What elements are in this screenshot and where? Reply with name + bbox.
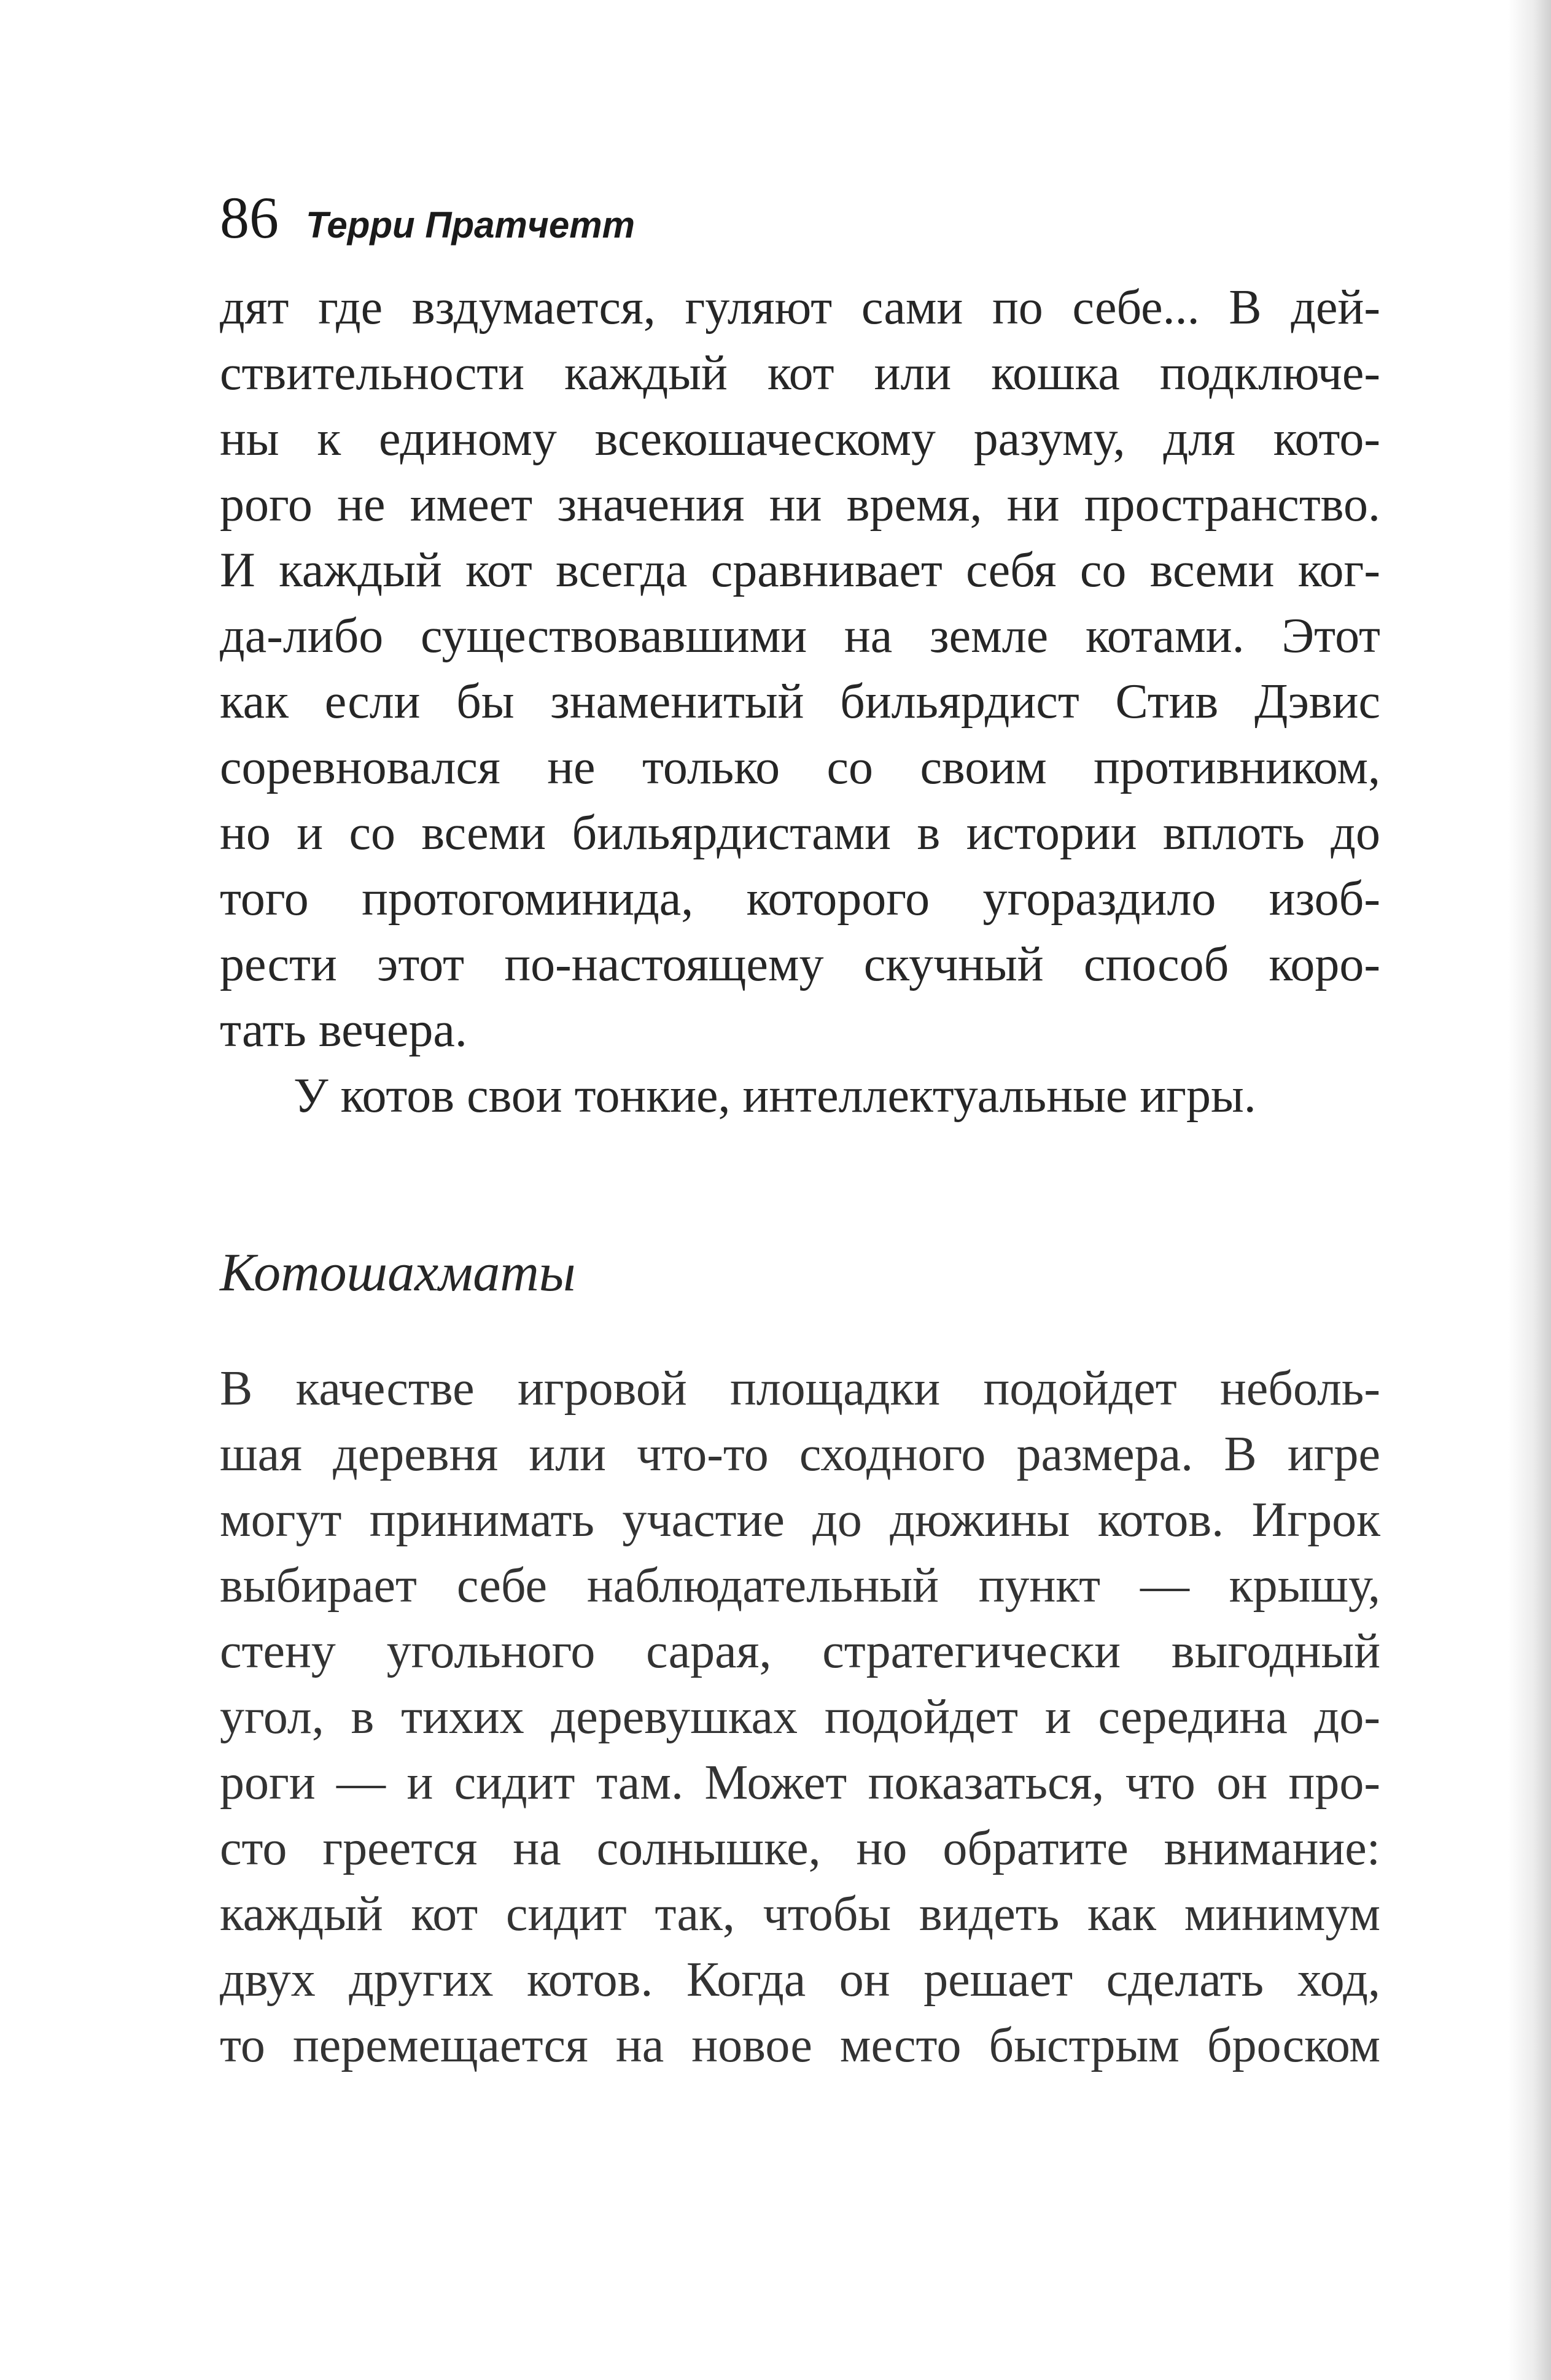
section-gap [220, 1129, 1380, 1233]
text-line: рого не имеет значения ни время, ни пространство. [220, 478, 1380, 532]
text-line: В качестве игровой площадки подойдет неболь- [220, 1362, 1380, 1416]
page-number: 86 [220, 185, 279, 250]
text-line: стену угольного сарая, стратегически выгодный [220, 1624, 1380, 1678]
section-heading: Котошахматы [220, 1243, 576, 1303]
text-line: шая деревня или что-то сходного размера. В игре [220, 1427, 1380, 1481]
text-line: того протогоминида, которого угораздило изоб- [220, 872, 1380, 926]
paragraph-3 [220, 1356, 1380, 2079]
text-line: но и со всеми бильярдистами в истории вплоть до [220, 806, 1380, 860]
text-line: сто греется на солнышке, но обратите внимание: [220, 1821, 1380, 1875]
running-head-author: Терри Пратчетт [306, 204, 635, 246]
text-line: ны к единому всекошаческому разуму, для кото- [220, 412, 1380, 466]
paragraph-1 [220, 275, 1380, 1063]
text-line: угол, в тихих деревушках подойдет и середина до- [220, 1690, 1380, 1744]
text-line: дят где вздумается, гуляют сами по себе... В дей- [220, 281, 1380, 335]
text-line: У котов свои тонкие, интеллектуальные игры. [293, 1069, 1256, 1123]
text-line: ствительности каждый кот или кошка подключе- [220, 346, 1380, 400]
text-line: двух других котов. Когда он решает сделать ход, [220, 1953, 1380, 2007]
page-edge-shadow [1508, 0, 1551, 2380]
text-line: тать вечера. [220, 1003, 467, 1057]
text-line: могут принимать участие до дюжины котов. Игрок [220, 1493, 1380, 1547]
book-page [220, 184, 1380, 2079]
text-line: соревновался не только со своим противником, [220, 740, 1380, 794]
running-head [220, 184, 1380, 252]
text-line: каждый кот сидит так, чтобы видеть как минимум [220, 1887, 1380, 1941]
paragraph-2 [220, 1063, 1380, 1129]
text-line: рести этот по-настоящему скучный способ коро- [220, 937, 1380, 991]
text-line: как если бы знаменитый бильярдист Стив Дэвис [220, 675, 1380, 729]
text-line: да-либо существовавшими на земле котами. Этот [220, 609, 1380, 663]
text-line: И каждый кот всегда сравнивает себя со всеми ког- [220, 543, 1380, 597]
text-line: роги — и сидит там. Может показаться, что он про- [220, 1756, 1380, 1810]
text-line: выбирает себе наблюдательный пункт — крышу, [220, 1559, 1380, 1613]
text-line: то перемещается на новое место быстрым броском [220, 2018, 1380, 2072]
